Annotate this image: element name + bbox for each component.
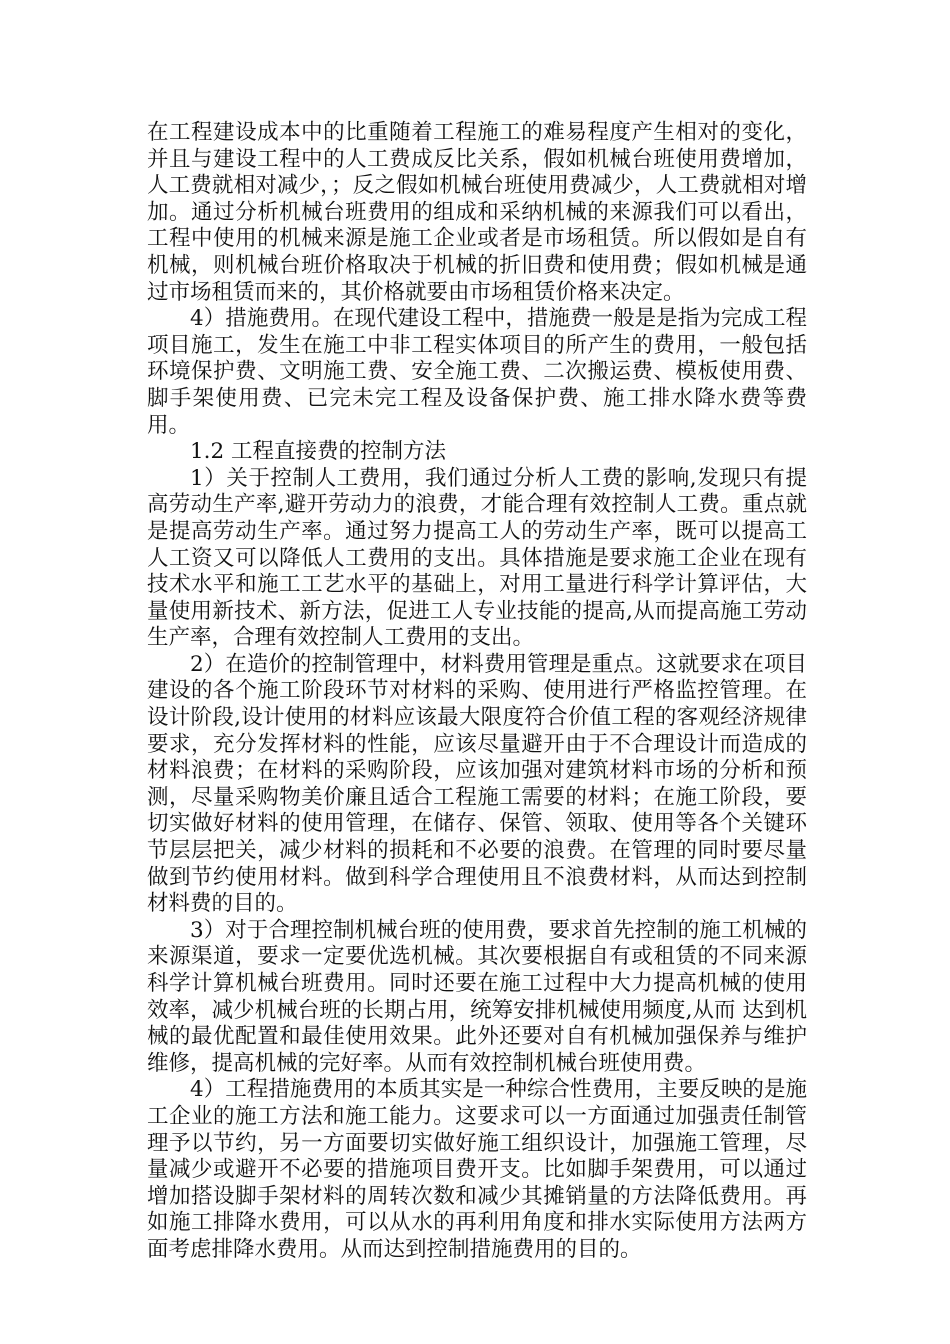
document-page: [147, 120, 807, 1264]
body-paragraph-continued: 在工程建设成本中的比重随着工程施工的难易程度产生相对的变化，并且与建设工程中的人工费成反比关系，假如机械台班使用费增加，人工费就相对减少，；反之假如机械台班使用费减少，人工费就相对增加。通过分析机械台班费用的组成和采纳机械的来源我们可以看出，工程中使用的机械来源是施工企业或者是市场租赁。所以假如是自有机械，则机械台班价格取决于机械的折旧费和使用费；假如机械是通过市场租赁而来的，其价格就要由市场租赁价格来决定。: [147, 120, 807, 305]
body-paragraph-measure-cost: 4）工程措施费用的本质其实是一种综合性费用，主要反映的是施工企业的施工方法和施工能力。这要求可以一方面通过加强责任制管理予以节约，另一方面要切实做好施工组织设计，加强施工管理，尽量减少或避开不必要的措施项目费开支。比如脚手架费用，可以通过增加搭设脚手架材料的周转次数和减少其摊销量的方法降低费用。再如施工排降水费用，可以从水的再利用角度和排水实际使用方法两方面考虑排降水费用。从而达到控制措施费用的目的。: [147, 1077, 807, 1262]
body-paragraph-measure-fees: 4）措施费用。在现代建设工程中，措施费一般是是指为完成工程项目施工，发生在施工中非工程实体项目的所产生的费用，一般包括环境保护费、文明施工费、安全施工费、二次搬运费、模板使用费、脚手架使用费、已完未完工程及设备保护费、施工排水降水费等费用。: [147, 306, 807, 438]
section-heading: 1.2 工程直接费的控制方法: [190, 439, 447, 465]
body-paragraph-labor-cost: 1）关于控制人工费用，我们通过分析人工费的影响,发现只有提高劳动生产率,避开劳动力的浪费，才能合理有效控制人工费。重点就是提高劳动生产率。通过努力提高工人的劳动生产率，既可以提高工人工资又可以降低人工费用的支出。具体措施是要求施工企业在现有技术水平和施工工艺水平的基础上，对用工量进行科学计算评估，大量使用新技术、新方法，促进工人专业技能的提高,从而提高施工劳动生产率，合理有效控制人工费用的支出。: [147, 465, 807, 651]
body-paragraph-material-cost: 2）在造价的控制管理中，材料费用管理是重点。这就要求在项目建设的各个施工阶段环节对材料的采购、使用进行严格监控管理。在设计阶段,设计使用的材料应该最大限度符合价值工程的客观经济规律要求，充分发挥材料的性能，应该尽量避开由于不合理设计而造成的材料浪费；在材料的采购阶段，应该加强对建筑材料市场的分析和预测，尽量采购物美价廉且适合工程施工需要的材料；在施工阶段，要切实做好材料的使用管理，在储存、保管、领取、使用等各个关键环节层层把关，减少材料的损耗和不必要的浪费。在管理的同时要尽量做到节约使用材料。做到科学合理使用且不浪费材料，从而达到控制材料费的目的。: [147, 651, 807, 917]
body-paragraph-machinery-cost: 3）对于合理控制机械台班的使用费，要求首先控制的施工机械的来源渠道，要求一定要优选机械。其次要根据自有或租赁的不同来源科学计算机械台班费用。同时还要在施工过程中大力提高机械的使用效率，减少机械台班的长期占用，统筹安排机械使用频度,从而 达到机械的最优配置和最佳使用效果。此外还要对自有机械加强保养与维护维修，提高机械的完好率。从而有效控制机械台班使用费。: [147, 917, 807, 1076]
